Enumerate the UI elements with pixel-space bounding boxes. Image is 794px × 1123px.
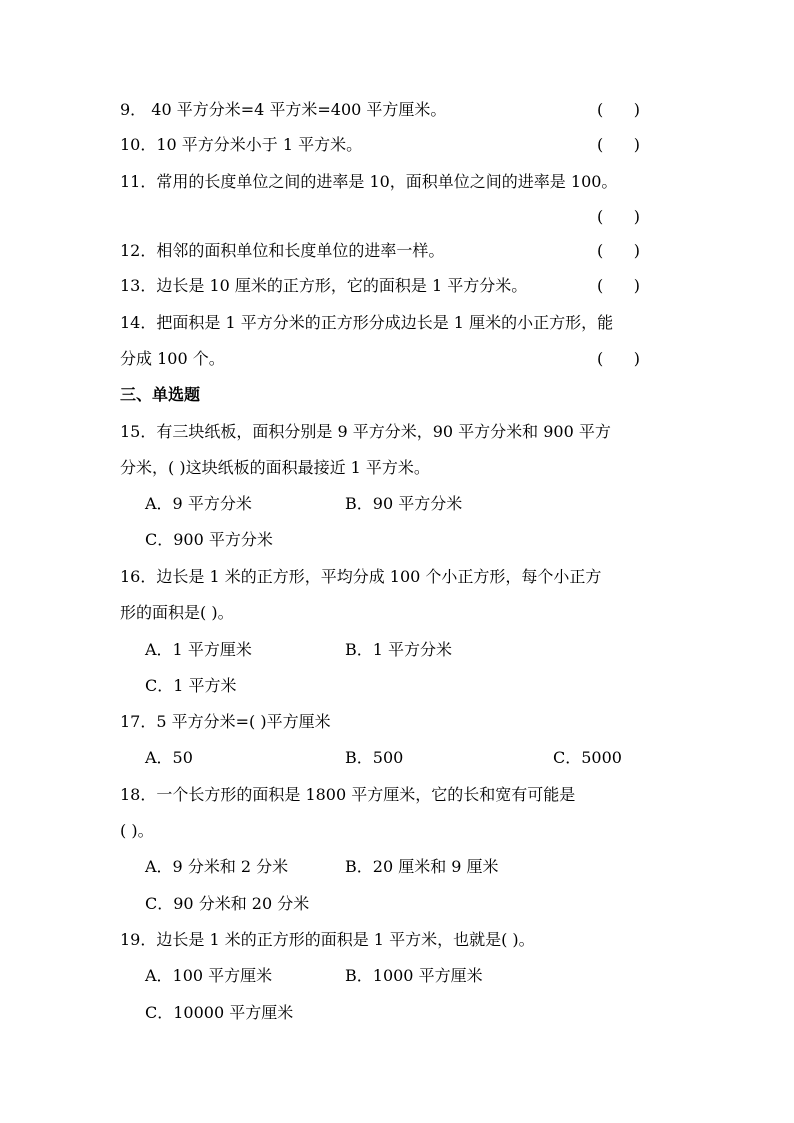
answer-bracket-13[interactable]: ( ) xyxy=(597,276,640,295)
option-16-a[interactable]: A．1 平方厘米 xyxy=(145,640,252,659)
question-15-line2: 分米，( )这块纸板的面积最接近 1 平方米。 xyxy=(120,458,430,477)
question-14-line1: 14．把面积是 1 平方分米的正方形分成边长是 1 厘米的小正方形，能 xyxy=(120,313,614,332)
question-17: 17．5 平方分米=( )平方厘米 xyxy=(120,712,331,731)
question-18-line1: 18．一个长方形的面积是 1800 平方厘米，它的长和宽有可能是 xyxy=(120,785,576,804)
option-17-a[interactable]: A．50 xyxy=(145,748,193,767)
answer-bracket-9[interactable]: ( ) xyxy=(597,100,640,119)
option-15-a[interactable]: A．9 平方分米 xyxy=(145,494,252,513)
option-19-b[interactable]: B．1000 平方厘米 xyxy=(345,966,483,985)
option-17-c[interactable]: C．5000 xyxy=(553,748,622,767)
option-19-c[interactable]: C．10000 平方厘米 xyxy=(145,1003,294,1022)
option-15-b[interactable]: B．90 平方分米 xyxy=(345,494,463,513)
question-19: 19．边长是 1 米的正方形的面积是 1 平方米，也就是( )。 xyxy=(120,930,535,949)
option-15-c[interactable]: C．900 平方分米 xyxy=(145,530,273,549)
answer-bracket-11[interactable]: ( ) xyxy=(597,207,640,226)
question-12: 12．相邻的面积单位和长度单位的进率一样。 xyxy=(120,241,445,260)
question-15-line1: 15．有三块纸板，面积分别是 9 平方分米，90 平方分米和 900 平方 xyxy=(120,422,611,441)
question-18-line2: ( )。 xyxy=(120,821,154,840)
answer-bracket-10[interactable]: ( ) xyxy=(597,135,640,154)
question-16-line2: 形的面积是( )。 xyxy=(120,603,234,622)
question-14-line2: 分成 100 个。 xyxy=(120,349,225,368)
option-17-b[interactable]: B．500 xyxy=(345,748,404,767)
question-16-line1: 16．边长是 1 米的正方形，平均分成 100 个小正方形，每个小正方 xyxy=(120,567,602,586)
option-19-a[interactable]: A．100 平方厘米 xyxy=(145,966,273,985)
question-10: 10．10 平方分米小于 1 平方米。 xyxy=(120,135,363,154)
option-16-b[interactable]: B．1 平方分米 xyxy=(345,640,453,659)
option-18-b[interactable]: B．20 厘米和 9 厘米 xyxy=(345,857,499,876)
option-18-c[interactable]: C．90 分米和 20 分米 xyxy=(145,894,310,913)
question-13: 13．边长是 10 厘米的正方形，它的面积是 1 平方分米。 xyxy=(120,276,528,295)
section-title-single-choice: 三、单选题 xyxy=(120,385,201,404)
answer-bracket-14[interactable]: ( ) xyxy=(597,349,640,368)
question-9: 9． 40 平方分米=4 平方米=400 平方厘米。 xyxy=(120,100,447,119)
option-18-a[interactable]: A．9 分米和 2 分米 xyxy=(145,857,289,876)
question-11: 11．常用的长度单位之间的进率是 10，面积单位之间的进率是 100。 xyxy=(120,172,618,191)
answer-bracket-12[interactable]: ( ) xyxy=(597,241,640,260)
option-16-c[interactable]: C．1 平方米 xyxy=(145,676,237,695)
